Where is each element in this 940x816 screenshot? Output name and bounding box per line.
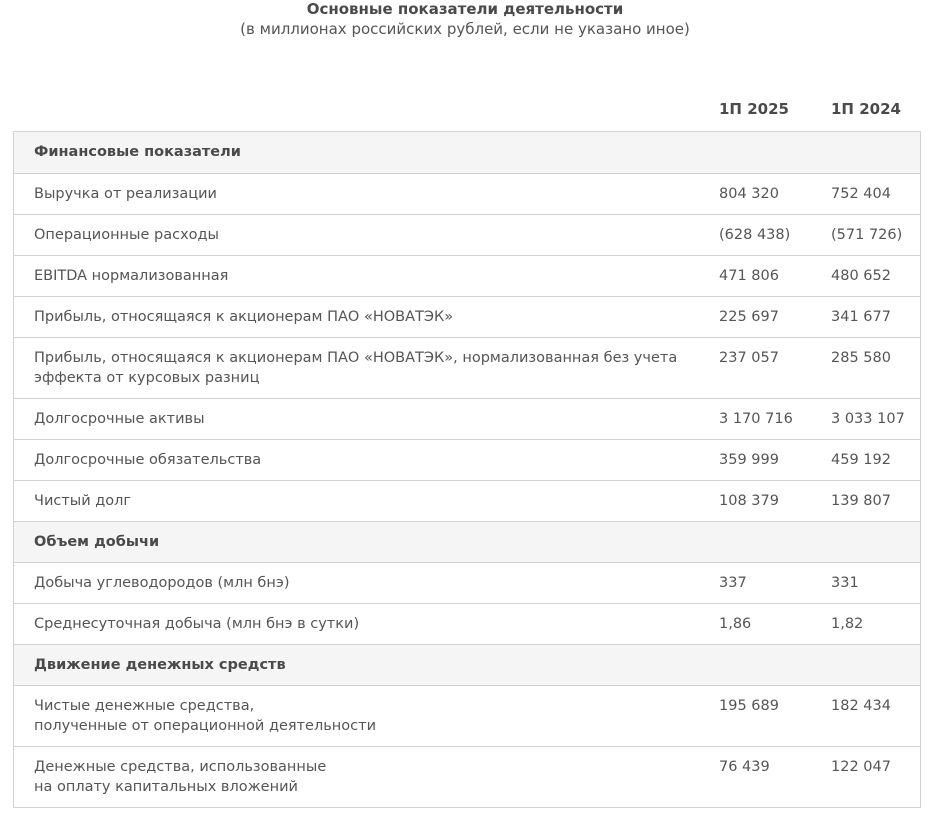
value-1p-2024: 480 652: [831, 268, 891, 284]
value-1p-2024: 285 580: [831, 350, 891, 366]
value-1p-2024: (571 726): [831, 227, 903, 243]
value-1p-2024: 1,82: [831, 616, 864, 632]
row-label: Прибыль, относящаяся к акционерам ПАО «НОВАТЭК», нормализованная без учета эффекта от курсовых разниц: [34, 350, 678, 386]
row-label: Чистый долг: [34, 493, 132, 509]
table-row: [14, 398, 920, 439]
row-label: EBITDA нормализованная: [34, 268, 229, 284]
section-label: Движение денежных средств: [34, 657, 286, 673]
value-1p-2025: 225 697: [719, 309, 779, 325]
value-1p-2024: 752 404: [831, 186, 891, 202]
column-header-1p-2024: 1П 2024: [831, 100, 901, 118]
table-row: [14, 603, 920, 644]
indicators-table: [13, 131, 921, 808]
row-label: Долгосрочные обязательства: [34, 452, 262, 468]
row-label: Операционные расходы: [34, 227, 219, 243]
table-row: [14, 480, 920, 521]
table-row: [14, 296, 920, 337]
value-1p-2025: 471 806: [719, 268, 779, 284]
section-row-cash-flow: [14, 644, 920, 685]
value-1p-2024: 182 434: [831, 698, 891, 714]
table-row: [14, 746, 920, 807]
value-1p-2024: 3 033 107: [831, 411, 905, 427]
report-header: [0, 0, 930, 40]
table-row: [14, 439, 920, 480]
table-row: [14, 337, 920, 398]
value-1p-2024: 139 807: [831, 493, 891, 509]
row-label: Среднесуточная добыча (млн бнэ в сутки): [34, 616, 360, 632]
row-label: Долгосрочные активы: [34, 411, 205, 427]
column-header-1p-2025: 1П 2025: [719, 100, 789, 118]
value-1p-2025: 337: [719, 575, 747, 591]
table-row: [14, 214, 920, 255]
value-1p-2024: 341 677: [831, 309, 891, 325]
value-1p-2025: 1,86: [719, 616, 752, 632]
section-label: Объем добычи: [34, 534, 160, 550]
value-1p-2025: 359 999: [719, 452, 779, 468]
table-row: [14, 173, 920, 214]
row-label: Чистые денежные средства, полученные от операционной деятельности: [34, 698, 376, 734]
table-row: [14, 255, 920, 296]
table-row: [14, 562, 920, 603]
page-title: Основные показатели деятельности: [306, 0, 624, 18]
row-label: Выручка от реализации: [34, 186, 217, 202]
value-1p-2025: (628 438): [719, 227, 791, 243]
value-1p-2025: 76 439: [719, 759, 770, 775]
row-label: Денежные средства, использованные на оплату капитальных вложений: [34, 759, 327, 795]
row-label: Добыча углеводородов (млн бнэ): [34, 575, 290, 591]
value-1p-2025: 3 170 716: [719, 411, 793, 427]
value-1p-2025: 108 379: [719, 493, 779, 509]
value-1p-2024: 331: [831, 575, 859, 591]
value-1p-2025: 195 689: [719, 698, 779, 714]
section-row-financial: [14, 132, 920, 173]
value-1p-2024: 459 192: [831, 452, 891, 468]
row-label: Прибыль, относящаяся к акционерам ПАО «НОВАТЭК»: [34, 309, 454, 325]
value-1p-2025: 237 057: [719, 350, 779, 366]
page-subtitle: (в миллионах российских рублей, если не указано иное): [240, 20, 690, 38]
table-row: [14, 685, 920, 746]
section-row-production: [14, 521, 920, 562]
value-1p-2025: 804 320: [719, 186, 779, 202]
value-1p-2024: 122 047: [831, 759, 891, 775]
section-label: Финансовые показатели: [34, 144, 241, 160]
